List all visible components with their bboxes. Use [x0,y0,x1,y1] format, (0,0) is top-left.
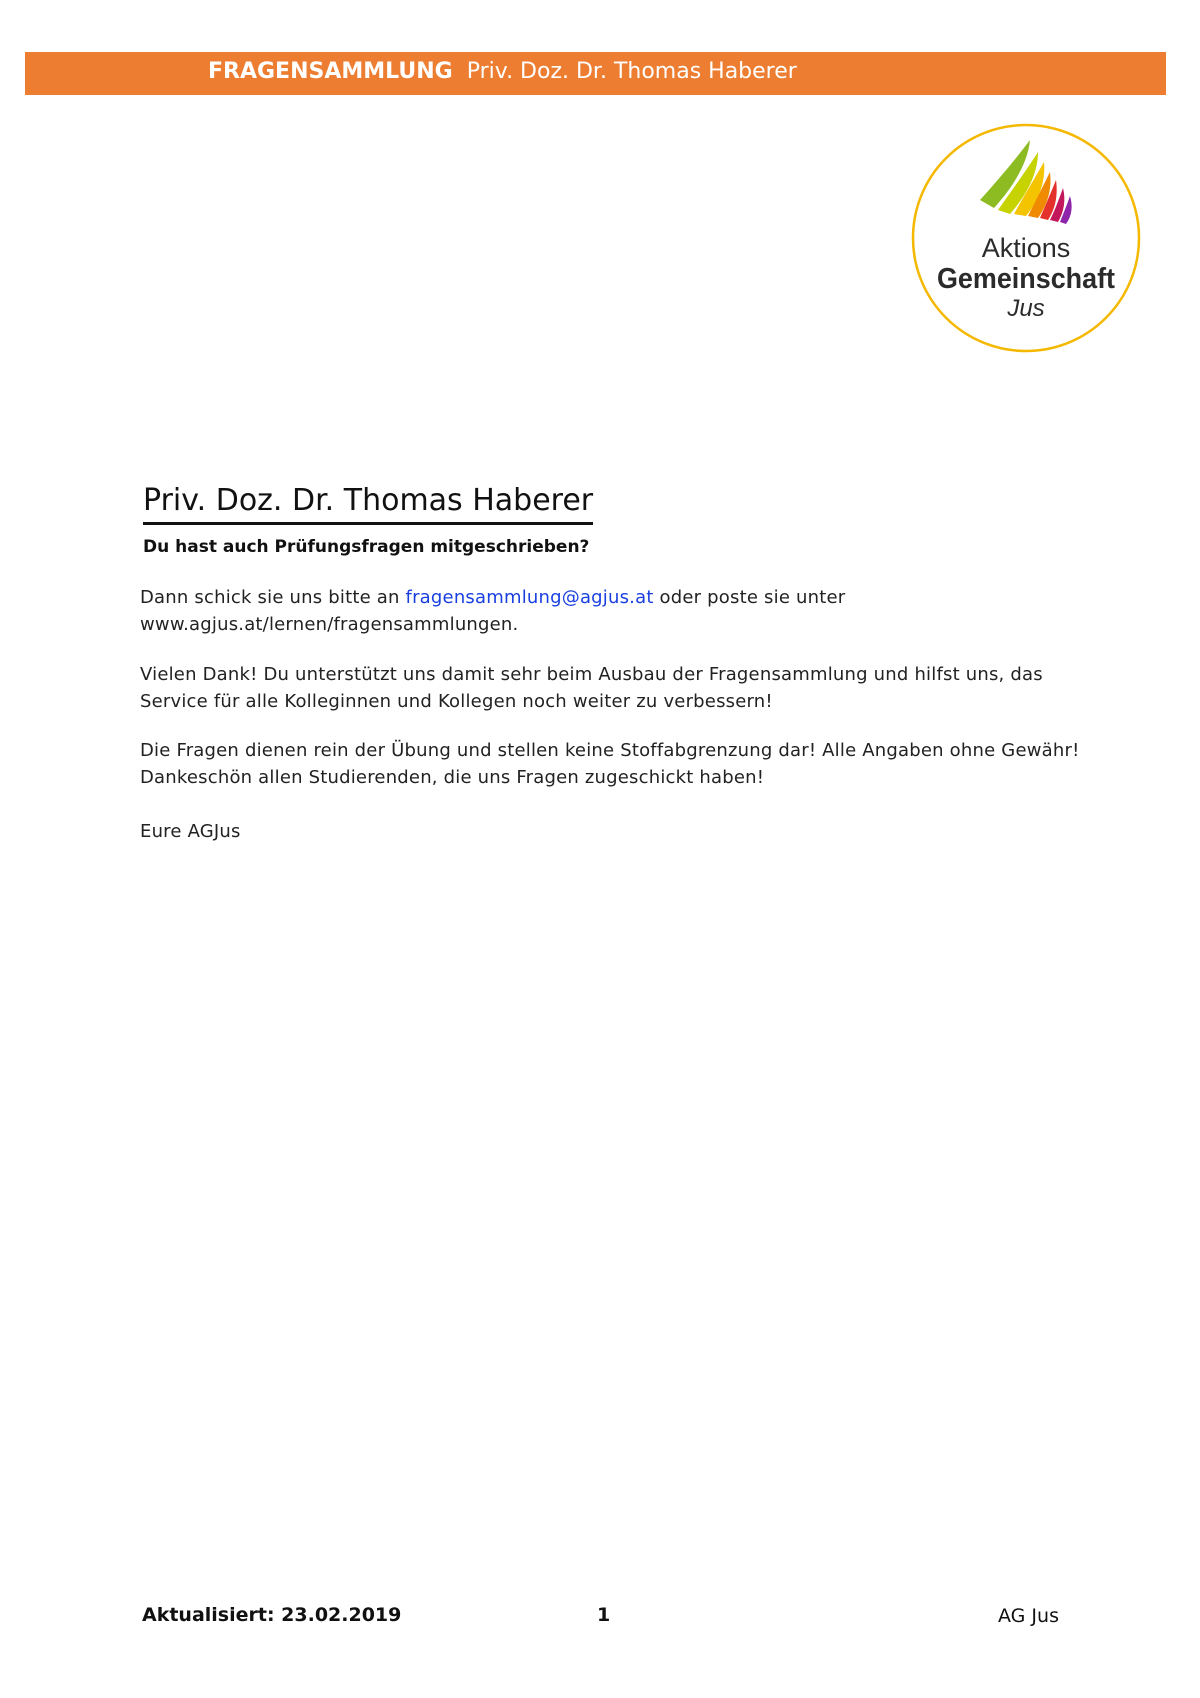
logo-text-gemeinschaft: Gemeinschaft [937,263,1116,295]
email-link[interactable]: fragensammlung@agjus.at [405,587,654,608]
header-bar [25,52,1166,95]
paragraph-submit [140,584,1080,638]
header-subtitle-text: Priv. Doz. Dr. Thomas Haberer [466,59,797,84]
header-subtitle [460,59,797,84]
document-title: Priv. Doz. Dr. Thomas Haberer [143,482,593,525]
agjus-logo [910,122,1142,354]
paragraph-disclaimer: Die Fragen dienen rein der Übung und stellen keine Stoffabgrenzung dar! Alle Angaben ohne Gewähr! Dankeschön allen Studierenden, die uns Fragen zugeschickt haben! [140,740,1080,788]
footer-updated-date: Aktualisiert: 23.02.2019 [142,1604,402,1626]
header-title: FRAGENSAMMLUNG [208,59,453,84]
header-text [208,57,797,87]
paragraph-submit-start: Dann schick sie uns bitte an [140,587,406,608]
agjus-logo-graphic [910,122,1142,354]
signature: Eure AGJus [140,821,241,842]
logo-text-aktions: Aktions [981,233,1071,263]
question-heading: Du hast auch Prüfungsfragen mitgeschrieben? [143,537,590,557]
paragraph-thanks: Vielen Dank! Du unterstützt uns damit sehr beim Ausbau der Fragensammlung und hilfst uns, das Service für alle Kolleginnen und Kollegen noch weiter zu verbessern! [140,664,1043,712]
footer-org: AG Jus [998,1605,1059,1627]
paragraph-submit-end: oder poste sie unter www.agjus.at/lernen/fragensammlungen. [140,587,846,635]
footer-page-number: 1 [597,1604,611,1626]
logo-text-jus: Jus [1007,295,1045,322]
